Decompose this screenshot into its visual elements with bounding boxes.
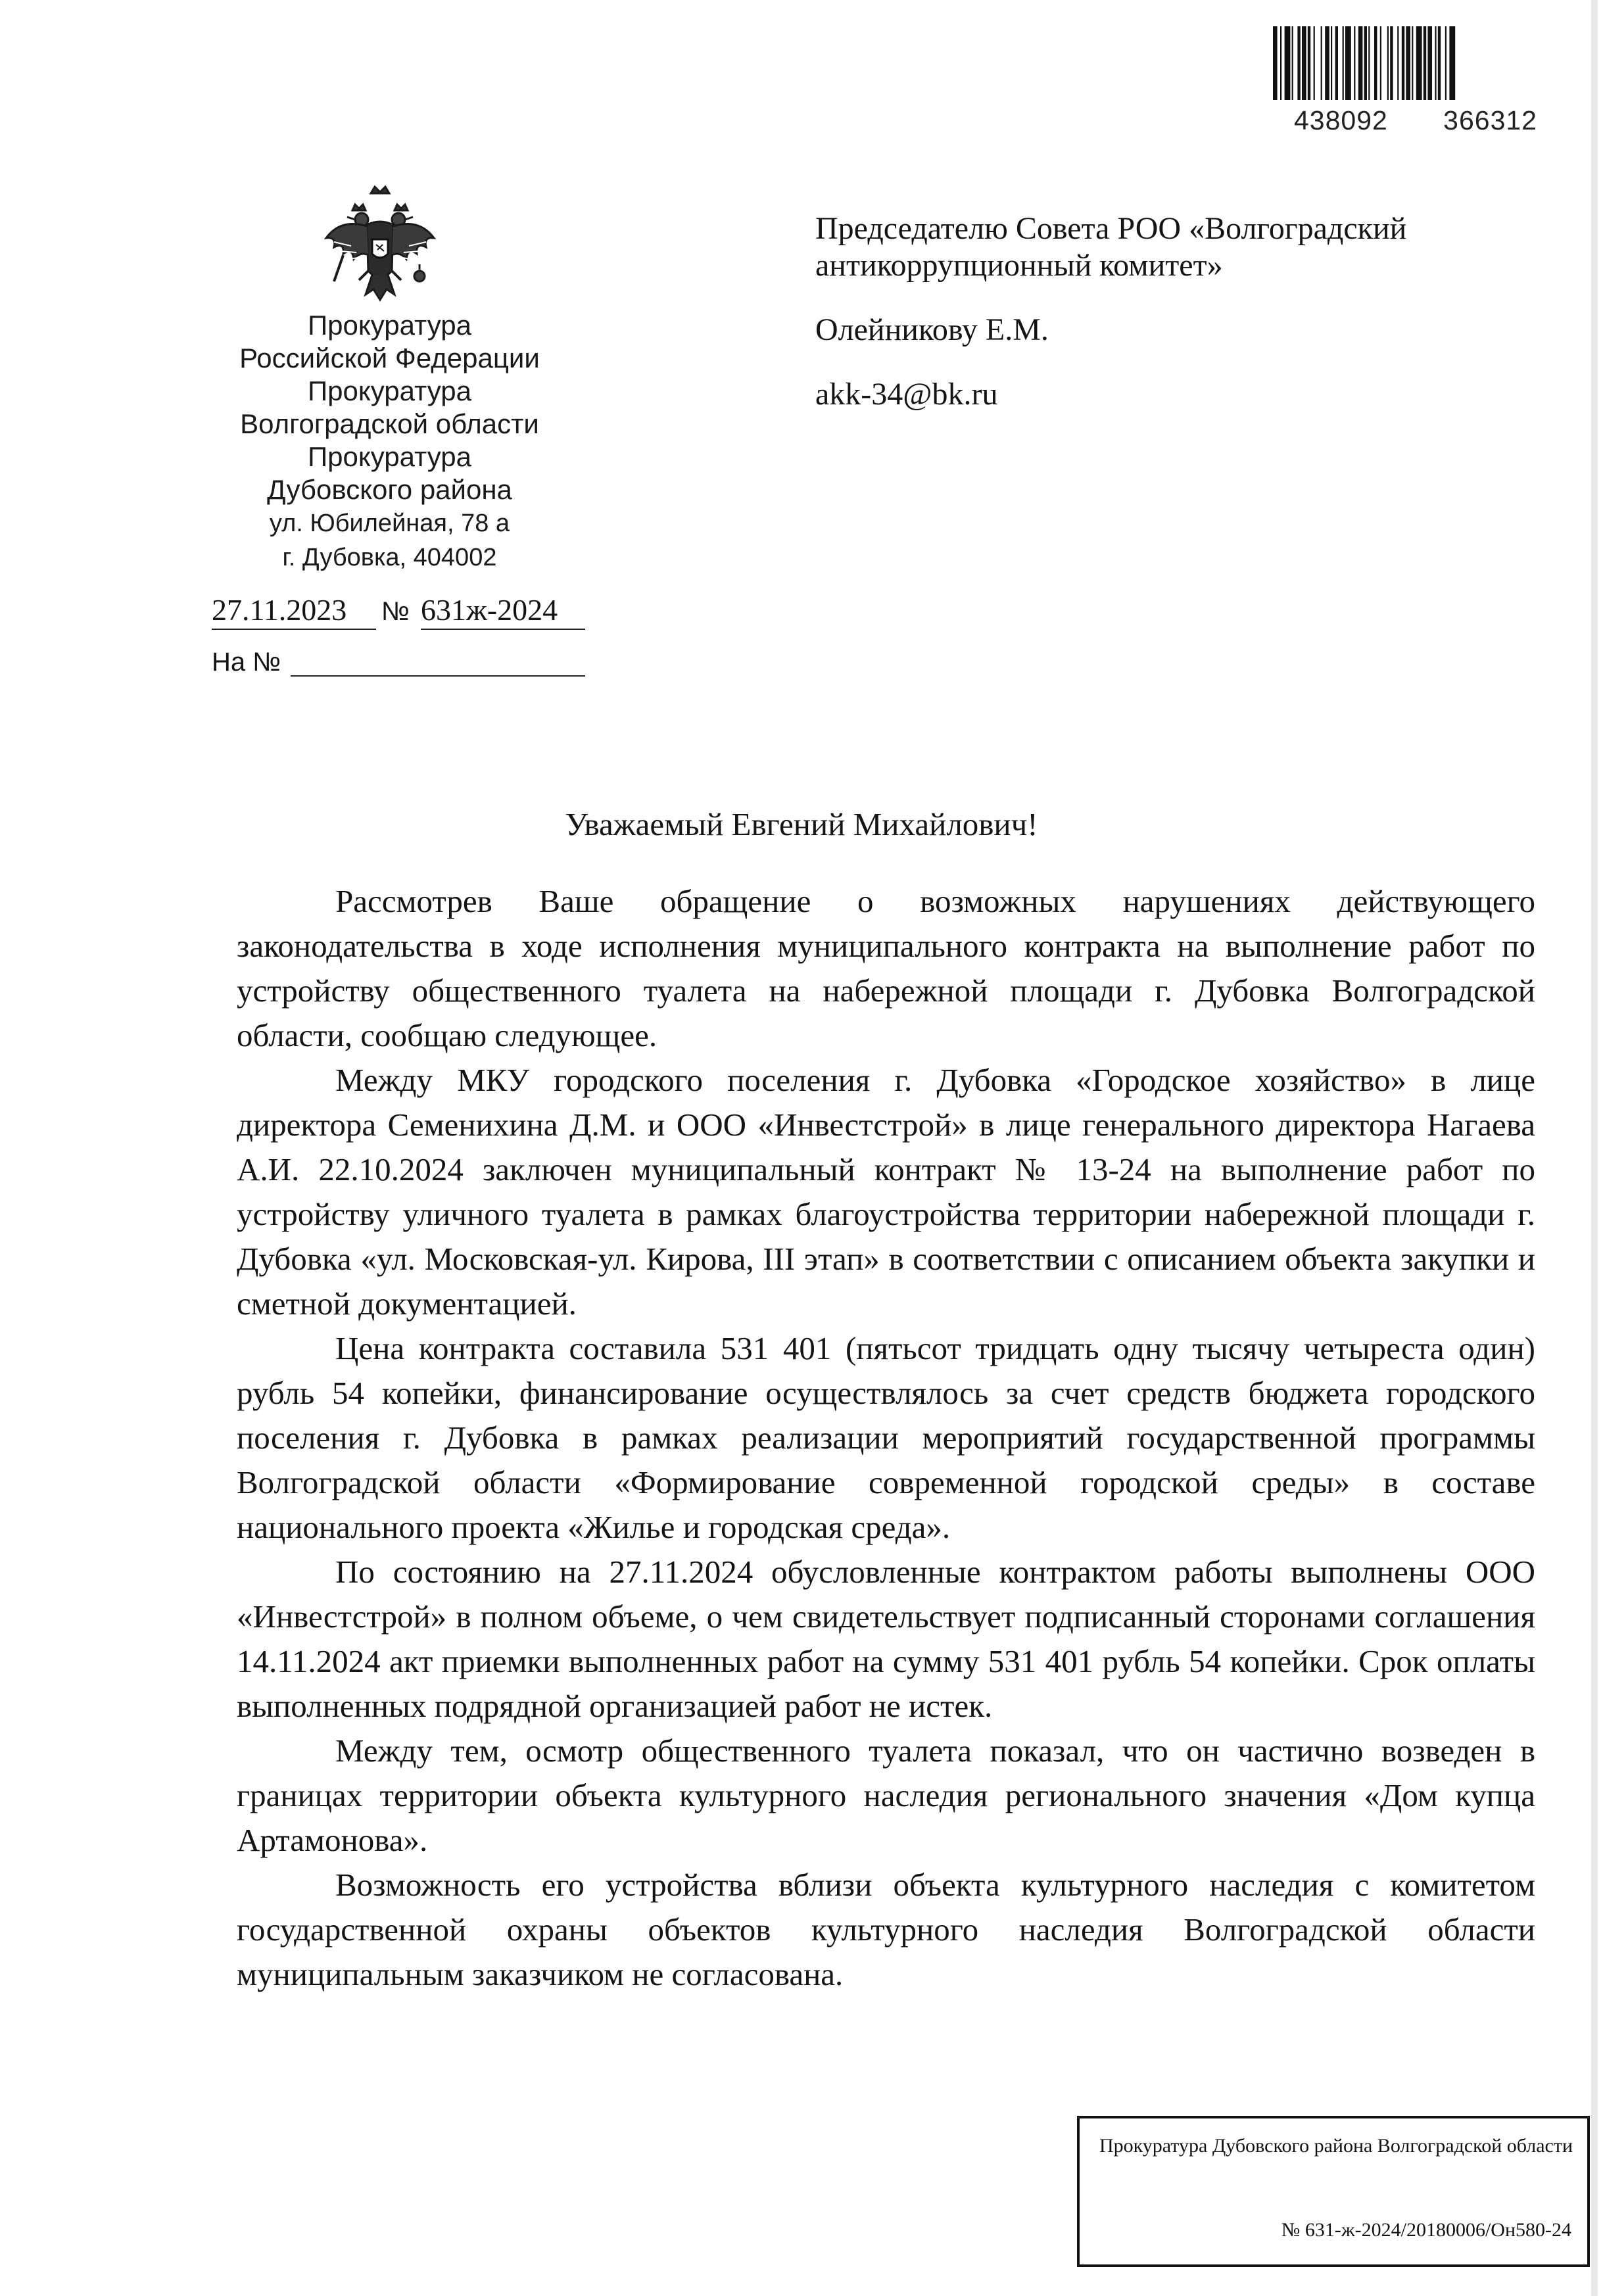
letterhead-line: Прокуратура [307,375,472,406]
barcode-bar [1343,26,1344,100]
barcode-bar [1427,26,1432,100]
registration-stamp-number: № 631-ж-2024/20180006/Он580-24 [1281,2219,1571,2241]
barcode-bar [1364,26,1367,100]
addressee-name: Олейникову Е.М. [815,312,1049,347]
body-paragraph: Между МКУ городского поселения г. Дубовка «Городское хозяйство» в лице директора Семенихина Д.М. и ООО «Инвестстрой» в лице генерального директора Нагаева А.И. 22.10.2024 заключен муниципальный контракт № 13-24 на выполнение работ по устройству уличного туалета в рамках благоустройства территории набережной площади г. Дубовка «ул. Московская-ул. Кирова, III этап» в соответствии с описанием объекта закупки и сметной документацией. [237,1062,1535,1322]
barcode-bar [1285,26,1291,100]
barcode-bar [1314,26,1315,100]
addressee-position: Председателю Совета РОО «Волгоградский [815,211,1407,246]
body-paragraph: Рассмотрев Ваше обращение о возможных нарушениях действующего законодательства в ходе исполнения муниципального контракта на выполнение работ по устройству общественного туалета на набережной площади г. Дубовка Волгоградской области, сообщаю следующее. [237,883,1535,1053]
body-paragraph: Между тем, осмотр общественного туалета показал, что он частично возведен в границах территории объекта культурного наследия регионального значения «Дом купца Артамонова». [237,1733,1535,1858]
barcode-bar [1292,26,1293,100]
salutation: Уважаемый Евгений Михайлович! [565,806,1038,842]
number-sign: № [381,597,410,626]
barcode-bar [1380,26,1381,100]
barcode-number-right: 366312 [1443,105,1537,135]
reply-to-label: На № [212,648,281,677]
barcode-bar [1331,26,1332,100]
barcode-bar [1368,26,1370,100]
letterhead-line: Волгоградской области [240,408,539,439]
letterhead-line: Прокуратура [307,441,472,472]
barcode-bar [1387,26,1389,100]
barcode-bar [1325,26,1329,100]
barcode-bar [1345,26,1351,100]
barcode-bar [1435,26,1436,100]
barcode-bar [1390,26,1393,100]
registration-stamp-organization: Прокуратура Дубовского района Волгоградской области [1099,2135,1573,2157]
barcode-bar [1424,26,1426,100]
barcode-bar [1335,26,1338,100]
barcode-bar [1273,26,1278,100]
sender-city-address: г. Дубовка, 404002 [282,544,497,571]
outgoing-date: 27.11.2023 [212,592,376,630]
barcode-bar [1374,26,1377,100]
sender-letterhead [178,309,602,575]
outgoing-number: 631ж-2024 [421,592,585,630]
addressee-email: akk-34@bk.ru [815,377,998,412]
registration-stamp [1077,2116,1590,2267]
barcode-bar [1321,26,1322,100]
letterhead-line: Прокуратура [307,310,472,341]
barcode-bar [1297,26,1300,100]
letter-body [237,879,1535,1997]
sender-street-address: ул. Юбилейная, 78 а [269,510,510,537]
addressee-block [815,210,1539,413]
barcode-bar [1302,26,1306,100]
barcode-bar [1280,26,1281,100]
barcode-number-left: 438092 [1294,105,1388,135]
barcode-bar [1354,26,1355,100]
reply-to-blank-line [291,675,585,677]
reply-to-number [212,648,586,684]
outgoing-date-number [212,592,586,631]
barcode-bar [1397,26,1399,100]
addressee-position-cont: антикоррупционный комитет» [815,248,1223,283]
barcode-bar [1449,26,1455,100]
letterhead-line: Дубовского района [267,474,512,505]
body-paragraph: По состоянию на 27.11.2024 обусловленные контрактом работы выполнены ООО «Инвестстрой» в полном объеме, о чем свидетельствует подписанный сторонами соглашения 14.11.2024 акт приемки выполненных работ на сумму 531 401 рубль 54 копейки. Срок оплаты выполненных подрядной организацией работ не истек. [237,1554,1535,1724]
barcode [1270,26,1540,145]
barcode-numbers [1294,105,1537,136]
barcode-bar [1402,26,1404,100]
barcode-bars [1270,26,1540,104]
body-paragraph: Возможность его устройства вблизи объекта культурного наследия с комитетом государственной охраны объектов культурного наследия Волгоградской области муниципальным заказчиком не согласована. [237,1867,1535,1992]
barcode-bar [1438,26,1441,100]
barcode-bar [1358,26,1363,100]
barcode-bar [1412,26,1413,100]
barcode-bar [1445,26,1447,100]
russian-double-headed-eagle-icon [314,179,446,310]
barcode-bar [1416,26,1422,100]
body-paragraph: Цена контракта составила 531 401 (пятьсот тридцать одну тысячу четыреста один) рубль 54 копейки, финансирование осуществлялось за счет средств бюджета городского поселения г. Дубовка в рамках реализации мероприятий государственной программы Волгоградской области «Формирование современной городской среды» в составе национального проекта «Жилье и городская среда». [237,1330,1535,1545]
barcode-bar [1308,26,1310,100]
letterhead-line: Российской Федерации [239,343,540,373]
barcode-bar [1406,26,1410,100]
scan-edge-shadow [1591,0,1598,2296]
